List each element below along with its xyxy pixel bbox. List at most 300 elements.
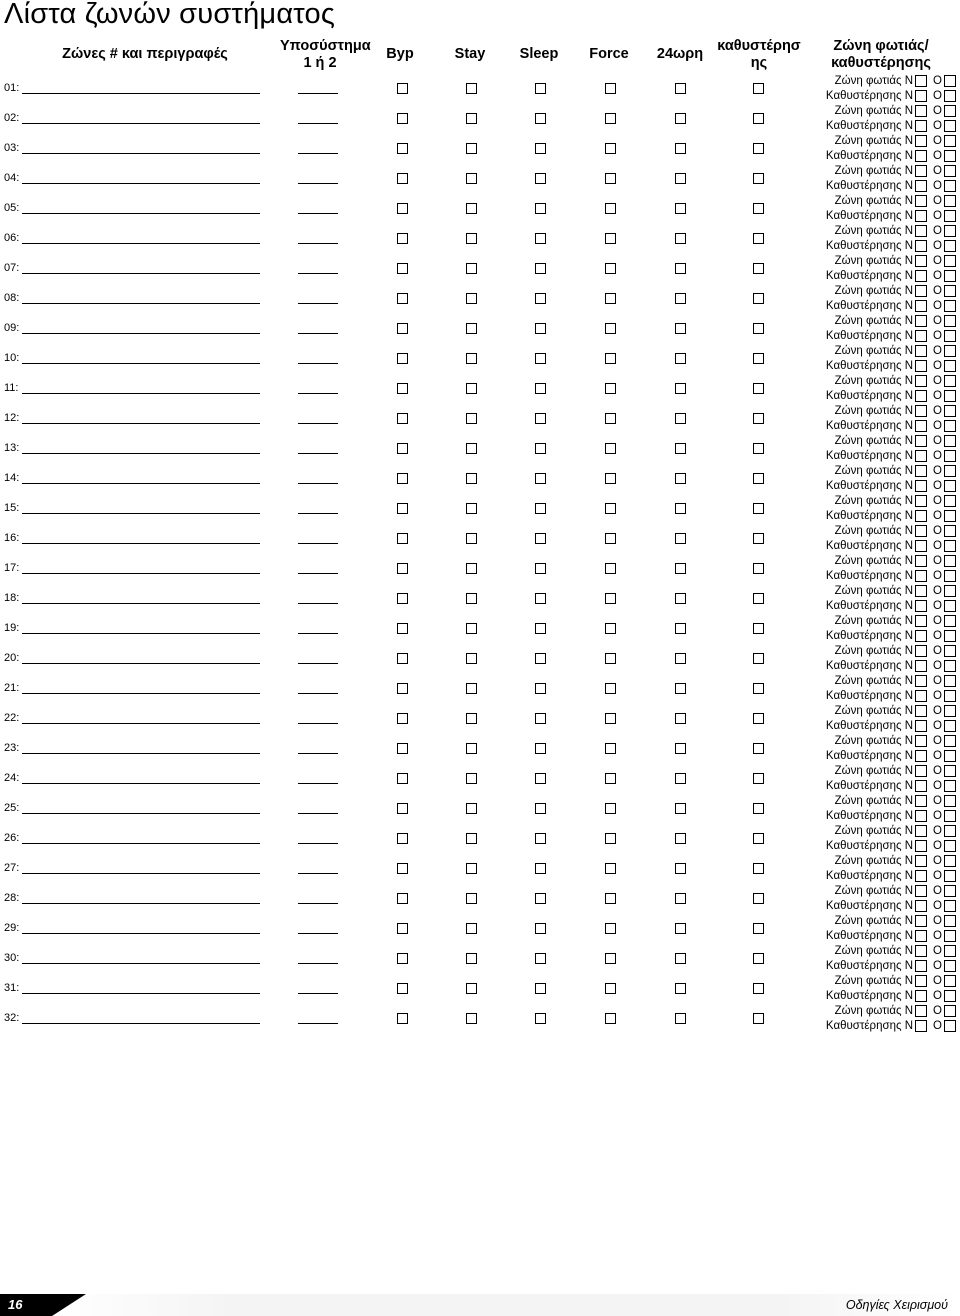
24h-checkbox[interactable] (675, 683, 686, 694)
fire-zone-no-checkbox[interactable] (944, 1005, 956, 1017)
fire-zone-yes-checkbox[interactable] (915, 165, 927, 177)
delay-zone-yes-checkbox[interactable] (915, 750, 927, 762)
bypass-checkbox[interactable] (397, 473, 408, 484)
sleep-checkbox[interactable] (535, 443, 546, 454)
delay-zone-yes-checkbox[interactable] (915, 420, 927, 432)
fire-zone-no-checkbox[interactable] (944, 225, 956, 237)
delay-zone-yes-checkbox[interactable] (915, 240, 927, 252)
delay-zone-no-checkbox[interactable] (944, 150, 956, 162)
fire-zone-yes-checkbox[interactable] (915, 435, 927, 447)
zone-description-field[interactable] (22, 123, 260, 124)
fire-zone-no-checkbox[interactable] (944, 465, 956, 477)
delay-zone-no-checkbox[interactable] (944, 120, 956, 132)
zone-description-field[interactable] (22, 213, 260, 214)
stay-checkbox[interactable] (466, 383, 477, 394)
stay-checkbox[interactable] (466, 113, 477, 124)
stay-checkbox[interactable] (466, 863, 477, 874)
24h-checkbox[interactable] (675, 143, 686, 154)
delay-checkbox[interactable] (753, 293, 764, 304)
delay-zone-yes-checkbox[interactable] (915, 300, 927, 312)
fire-zone-no-checkbox[interactable] (944, 255, 956, 267)
delay-checkbox[interactable] (753, 863, 764, 874)
partition-field[interactable] (298, 933, 338, 934)
24h-checkbox[interactable] (675, 533, 686, 544)
stay-checkbox[interactable] (466, 323, 477, 334)
stay-checkbox[interactable] (466, 533, 477, 544)
delay-checkbox[interactable] (753, 353, 764, 364)
force-checkbox[interactable] (605, 773, 616, 784)
fire-zone-no-checkbox[interactable] (944, 375, 956, 387)
24h-checkbox[interactable] (675, 293, 686, 304)
bypass-checkbox[interactable] (397, 923, 408, 934)
force-checkbox[interactable] (605, 563, 616, 574)
delay-zone-no-checkbox[interactable] (944, 360, 956, 372)
fire-zone-yes-checkbox[interactable] (915, 285, 927, 297)
delay-zone-no-checkbox[interactable] (944, 210, 956, 222)
stay-checkbox[interactable] (466, 233, 477, 244)
partition-field[interactable] (298, 153, 338, 154)
bypass-checkbox[interactable] (397, 713, 408, 724)
sleep-checkbox[interactable] (535, 713, 546, 724)
force-checkbox[interactable] (605, 353, 616, 364)
bypass-checkbox[interactable] (397, 893, 408, 904)
force-checkbox[interactable] (605, 503, 616, 514)
delay-zone-no-checkbox[interactable] (944, 780, 956, 792)
zone-description-field[interactable] (22, 183, 260, 184)
stay-checkbox[interactable] (466, 743, 477, 754)
stay-checkbox[interactable] (466, 893, 477, 904)
fire-zone-yes-checkbox[interactable] (915, 375, 927, 387)
bypass-checkbox[interactable] (397, 203, 408, 214)
fire-zone-no-checkbox[interactable] (944, 765, 956, 777)
stay-checkbox[interactable] (466, 353, 477, 364)
24h-checkbox[interactable] (675, 203, 686, 214)
delay-zone-yes-checkbox[interactable] (915, 780, 927, 792)
fire-zone-no-checkbox[interactable] (944, 435, 956, 447)
bypass-checkbox[interactable] (397, 293, 408, 304)
sleep-checkbox[interactable] (535, 503, 546, 514)
bypass-checkbox[interactable] (397, 563, 408, 574)
fire-zone-no-checkbox[interactable] (944, 105, 956, 117)
force-checkbox[interactable] (605, 233, 616, 244)
delay-zone-no-checkbox[interactable] (944, 270, 956, 282)
24h-checkbox[interactable] (675, 503, 686, 514)
delay-zone-yes-checkbox[interactable] (915, 210, 927, 222)
force-checkbox[interactable] (605, 143, 616, 154)
bypass-checkbox[interactable] (397, 233, 408, 244)
delay-checkbox[interactable] (753, 653, 764, 664)
delay-checkbox[interactable] (753, 443, 764, 454)
delay-checkbox[interactable] (753, 323, 764, 334)
sleep-checkbox[interactable] (535, 923, 546, 934)
bypass-checkbox[interactable] (397, 863, 408, 874)
stay-checkbox[interactable] (466, 1013, 477, 1024)
fire-zone-yes-checkbox[interactable] (915, 195, 927, 207)
24h-checkbox[interactable] (675, 473, 686, 484)
force-checkbox[interactable] (605, 323, 616, 334)
delay-checkbox[interactable] (753, 533, 764, 544)
stay-checkbox[interactable] (466, 623, 477, 634)
zone-description-field[interactable] (22, 873, 260, 874)
delay-checkbox[interactable] (753, 893, 764, 904)
sleep-checkbox[interactable] (535, 113, 546, 124)
fire-zone-no-checkbox[interactable] (944, 795, 956, 807)
fire-zone-yes-checkbox[interactable] (915, 825, 927, 837)
sleep-checkbox[interactable] (535, 803, 546, 814)
force-checkbox[interactable] (605, 893, 616, 904)
fire-zone-yes-checkbox[interactable] (915, 615, 927, 627)
partition-field[interactable] (298, 993, 338, 994)
delay-checkbox[interactable] (753, 623, 764, 634)
fire-zone-no-checkbox[interactable] (944, 495, 956, 507)
stay-checkbox[interactable] (466, 593, 477, 604)
sleep-checkbox[interactable] (535, 143, 546, 154)
sleep-checkbox[interactable] (535, 773, 546, 784)
zone-description-field[interactable] (22, 903, 260, 904)
force-checkbox[interactable] (605, 593, 616, 604)
delay-checkbox[interactable] (753, 833, 764, 844)
bypass-checkbox[interactable] (397, 653, 408, 664)
delay-zone-no-checkbox[interactable] (944, 630, 956, 642)
delay-checkbox[interactable] (753, 203, 764, 214)
delay-zone-no-checkbox[interactable] (944, 240, 956, 252)
partition-field[interactable] (298, 123, 338, 124)
delay-checkbox[interactable] (753, 383, 764, 394)
fire-zone-yes-checkbox[interactable] (915, 225, 927, 237)
delay-zone-yes-checkbox[interactable] (915, 330, 927, 342)
bypass-checkbox[interactable] (397, 1013, 408, 1024)
partition-field[interactable] (298, 1023, 338, 1024)
24h-checkbox[interactable] (675, 593, 686, 604)
partition-field[interactable] (298, 213, 338, 214)
24h-checkbox[interactable] (675, 773, 686, 784)
fire-zone-no-checkbox[interactable] (944, 705, 956, 717)
24h-checkbox[interactable] (675, 893, 686, 904)
delay-checkbox[interactable] (753, 713, 764, 724)
zone-description-field[interactable] (22, 723, 260, 724)
delay-zone-yes-checkbox[interactable] (915, 840, 927, 852)
24h-checkbox[interactable] (675, 713, 686, 724)
fire-zone-yes-checkbox[interactable] (915, 855, 927, 867)
delay-zone-yes-checkbox[interactable] (915, 480, 927, 492)
force-checkbox[interactable] (605, 413, 616, 424)
fire-zone-no-checkbox[interactable] (944, 75, 956, 87)
24h-checkbox[interactable] (675, 323, 686, 334)
sleep-checkbox[interactable] (535, 653, 546, 664)
bypass-checkbox[interactable] (397, 443, 408, 454)
partition-field[interactable] (298, 903, 338, 904)
stay-checkbox[interactable] (466, 203, 477, 214)
delay-zone-no-checkbox[interactable] (944, 450, 956, 462)
zone-description-field[interactable] (22, 693, 260, 694)
sleep-checkbox[interactable] (535, 983, 546, 994)
fire-zone-yes-checkbox[interactable] (915, 345, 927, 357)
sleep-checkbox[interactable] (535, 323, 546, 334)
sleep-checkbox[interactable] (535, 233, 546, 244)
delay-zone-no-checkbox[interactable] (944, 840, 956, 852)
partition-field[interactable] (298, 753, 338, 754)
partition-field[interactable] (298, 333, 338, 334)
partition-field[interactable] (298, 483, 338, 484)
fire-zone-no-checkbox[interactable] (944, 915, 956, 927)
sleep-checkbox[interactable] (535, 383, 546, 394)
fire-zone-yes-checkbox[interactable] (915, 795, 927, 807)
fire-zone-no-checkbox[interactable] (944, 135, 956, 147)
force-checkbox[interactable] (605, 683, 616, 694)
delay-zone-yes-checkbox[interactable] (915, 540, 927, 552)
delay-zone-no-checkbox[interactable] (944, 600, 956, 612)
bypass-checkbox[interactable] (397, 683, 408, 694)
stay-checkbox[interactable] (466, 923, 477, 934)
bypass-checkbox[interactable] (397, 983, 408, 994)
fire-zone-yes-checkbox[interactable] (915, 675, 927, 687)
delay-zone-yes-checkbox[interactable] (915, 720, 927, 732)
partition-field[interactable] (298, 543, 338, 544)
24h-checkbox[interactable] (675, 383, 686, 394)
delay-zone-yes-checkbox[interactable] (915, 810, 927, 822)
delay-zone-no-checkbox[interactable] (944, 570, 956, 582)
delay-zone-yes-checkbox[interactable] (915, 90, 927, 102)
24h-checkbox[interactable] (675, 743, 686, 754)
fire-zone-yes-checkbox[interactable] (915, 105, 927, 117)
bypass-checkbox[interactable] (397, 353, 408, 364)
sleep-checkbox[interactable] (535, 743, 546, 754)
fire-zone-no-checkbox[interactable] (944, 345, 956, 357)
stay-checkbox[interactable] (466, 143, 477, 154)
bypass-checkbox[interactable] (397, 113, 408, 124)
zone-description-field[interactable] (22, 333, 260, 334)
bypass-checkbox[interactable] (397, 83, 408, 94)
sleep-checkbox[interactable] (535, 533, 546, 544)
fire-zone-no-checkbox[interactable] (944, 645, 956, 657)
delay-zone-no-checkbox[interactable] (944, 390, 956, 402)
force-checkbox[interactable] (605, 473, 616, 484)
delay-checkbox[interactable] (753, 953, 764, 964)
force-checkbox[interactable] (605, 983, 616, 994)
partition-field[interactable] (298, 423, 338, 424)
delay-zone-yes-checkbox[interactable] (915, 270, 927, 282)
delay-zone-no-checkbox[interactable] (944, 420, 956, 432)
fire-zone-no-checkbox[interactable] (944, 585, 956, 597)
stay-checkbox[interactable] (466, 473, 477, 484)
partition-field[interactable] (298, 783, 338, 784)
delay-zone-yes-checkbox[interactable] (915, 180, 927, 192)
force-checkbox[interactable] (605, 173, 616, 184)
partition-field[interactable] (298, 633, 338, 634)
zone-description-field[interactable] (22, 153, 260, 154)
stay-checkbox[interactable] (466, 953, 477, 964)
stay-checkbox[interactable] (466, 293, 477, 304)
force-checkbox[interactable] (605, 803, 616, 814)
delay-zone-yes-checkbox[interactable] (915, 630, 927, 642)
fire-zone-yes-checkbox[interactable] (915, 315, 927, 327)
24h-checkbox[interactable] (675, 173, 686, 184)
stay-checkbox[interactable] (466, 713, 477, 724)
delay-checkbox[interactable] (753, 983, 764, 994)
force-checkbox[interactable] (605, 953, 616, 964)
fire-zone-no-checkbox[interactable] (944, 285, 956, 297)
sleep-checkbox[interactable] (535, 953, 546, 964)
fire-zone-yes-checkbox[interactable] (915, 705, 927, 717)
zone-description-field[interactable] (22, 513, 260, 514)
bypass-checkbox[interactable] (397, 773, 408, 784)
24h-checkbox[interactable] (675, 443, 686, 454)
stay-checkbox[interactable] (466, 653, 477, 664)
delay-zone-no-checkbox[interactable] (944, 960, 956, 972)
24h-checkbox[interactable] (675, 353, 686, 364)
delay-zone-no-checkbox[interactable] (944, 660, 956, 672)
24h-checkbox[interactable] (675, 863, 686, 874)
fire-zone-yes-checkbox[interactable] (915, 945, 927, 957)
zone-description-field[interactable] (22, 483, 260, 484)
partition-field[interactable] (298, 513, 338, 514)
24h-checkbox[interactable] (675, 623, 686, 634)
bypass-checkbox[interactable] (397, 323, 408, 334)
delay-zone-yes-checkbox[interactable] (915, 570, 927, 582)
force-checkbox[interactable] (605, 863, 616, 874)
stay-checkbox[interactable] (466, 683, 477, 694)
zone-description-field[interactable] (22, 603, 260, 604)
stay-checkbox[interactable] (466, 173, 477, 184)
partition-field[interactable] (298, 573, 338, 574)
delay-checkbox[interactable] (753, 413, 764, 424)
delay-zone-no-checkbox[interactable] (944, 90, 956, 102)
zone-description-field[interactable] (22, 243, 260, 244)
zone-description-field[interactable] (22, 933, 260, 934)
fire-zone-no-checkbox[interactable] (944, 405, 956, 417)
delay-zone-yes-checkbox[interactable] (915, 120, 927, 132)
partition-field[interactable] (298, 273, 338, 274)
bypass-checkbox[interactable] (397, 533, 408, 544)
fire-zone-no-checkbox[interactable] (944, 825, 956, 837)
fire-zone-yes-checkbox[interactable] (915, 135, 927, 147)
force-checkbox[interactable] (605, 743, 616, 754)
force-checkbox[interactable] (605, 833, 616, 844)
bypass-checkbox[interactable] (397, 953, 408, 964)
zone-description-field[interactable] (22, 453, 260, 454)
stay-checkbox[interactable] (466, 83, 477, 94)
fire-zone-no-checkbox[interactable] (944, 945, 956, 957)
sleep-checkbox[interactable] (535, 263, 546, 274)
sleep-checkbox[interactable] (535, 473, 546, 484)
zone-description-field[interactable] (22, 633, 260, 634)
delay-checkbox[interactable] (753, 563, 764, 574)
bypass-checkbox[interactable] (397, 593, 408, 604)
delay-zone-yes-checkbox[interactable] (915, 1020, 927, 1032)
delay-zone-yes-checkbox[interactable] (915, 990, 927, 1002)
delay-checkbox[interactable] (753, 773, 764, 784)
delay-checkbox[interactable] (753, 803, 764, 814)
bypass-checkbox[interactable] (397, 413, 408, 424)
fire-zone-yes-checkbox[interactable] (915, 465, 927, 477)
fire-zone-yes-checkbox[interactable] (915, 255, 927, 267)
zone-description-field[interactable] (22, 393, 260, 394)
zone-description-field[interactable] (22, 783, 260, 784)
24h-checkbox[interactable] (675, 1013, 686, 1024)
stay-checkbox[interactable] (466, 503, 477, 514)
fire-zone-yes-checkbox[interactable] (915, 645, 927, 657)
force-checkbox[interactable] (605, 533, 616, 544)
delay-checkbox[interactable] (753, 263, 764, 274)
delay-zone-yes-checkbox[interactable] (915, 690, 927, 702)
delay-zone-no-checkbox[interactable] (944, 510, 956, 522)
delay-checkbox[interactable] (753, 473, 764, 484)
bypass-checkbox[interactable] (397, 623, 408, 634)
fire-zone-yes-checkbox[interactable] (915, 765, 927, 777)
partition-field[interactable] (298, 393, 338, 394)
fire-zone-yes-checkbox[interactable] (915, 495, 927, 507)
24h-checkbox[interactable] (675, 953, 686, 964)
24h-checkbox[interactable] (675, 413, 686, 424)
zone-description-field[interactable] (22, 993, 260, 994)
partition-field[interactable] (298, 663, 338, 664)
fire-zone-yes-checkbox[interactable] (915, 975, 927, 987)
delay-zone-no-checkbox[interactable] (944, 900, 956, 912)
partition-field[interactable] (298, 813, 338, 814)
delay-checkbox[interactable] (753, 503, 764, 514)
delay-zone-yes-checkbox[interactable] (915, 510, 927, 522)
24h-checkbox[interactable] (675, 983, 686, 994)
partition-field[interactable] (298, 303, 338, 304)
bypass-checkbox[interactable] (397, 803, 408, 814)
delay-checkbox[interactable] (753, 173, 764, 184)
bypass-checkbox[interactable] (397, 173, 408, 184)
delay-checkbox[interactable] (753, 743, 764, 754)
stay-checkbox[interactable] (466, 443, 477, 454)
zone-description-field[interactable] (22, 843, 260, 844)
sleep-checkbox[interactable] (535, 893, 546, 904)
delay-zone-yes-checkbox[interactable] (915, 930, 927, 942)
stay-checkbox[interactable] (466, 983, 477, 994)
fire-zone-no-checkbox[interactable] (944, 555, 956, 567)
fire-zone-no-checkbox[interactable] (944, 855, 956, 867)
24h-checkbox[interactable] (675, 563, 686, 574)
zone-description-field[interactable] (22, 573, 260, 574)
zone-description-field[interactable] (22, 273, 260, 274)
force-checkbox[interactable] (605, 1013, 616, 1024)
partition-field[interactable] (298, 183, 338, 184)
delay-zone-no-checkbox[interactable] (944, 1020, 956, 1032)
fire-zone-yes-checkbox[interactable] (915, 1005, 927, 1017)
fire-zone-no-checkbox[interactable] (944, 525, 956, 537)
stay-checkbox[interactable] (466, 773, 477, 784)
fire-zone-no-checkbox[interactable] (944, 315, 956, 327)
zone-description-field[interactable] (22, 543, 260, 544)
force-checkbox[interactable] (605, 113, 616, 124)
sleep-checkbox[interactable] (535, 173, 546, 184)
delay-checkbox[interactable] (753, 113, 764, 124)
fire-zone-yes-checkbox[interactable] (915, 75, 927, 87)
delay-zone-no-checkbox[interactable] (944, 690, 956, 702)
fire-zone-yes-checkbox[interactable] (915, 885, 927, 897)
delay-zone-yes-checkbox[interactable] (915, 660, 927, 672)
sleep-checkbox[interactable] (535, 413, 546, 424)
24h-checkbox[interactable] (675, 653, 686, 664)
sleep-checkbox[interactable] (535, 563, 546, 574)
partition-field[interactable] (298, 243, 338, 244)
bypass-checkbox[interactable] (397, 833, 408, 844)
sleep-checkbox[interactable] (535, 623, 546, 634)
force-checkbox[interactable] (605, 713, 616, 724)
delay-zone-no-checkbox[interactable] (944, 810, 956, 822)
delay-checkbox[interactable] (753, 593, 764, 604)
24h-checkbox[interactable] (675, 263, 686, 274)
delay-checkbox[interactable] (753, 1013, 764, 1024)
stay-checkbox[interactable] (466, 803, 477, 814)
stay-checkbox[interactable] (466, 413, 477, 424)
fire-zone-yes-checkbox[interactable] (915, 585, 927, 597)
delay-zone-yes-checkbox[interactable] (915, 450, 927, 462)
